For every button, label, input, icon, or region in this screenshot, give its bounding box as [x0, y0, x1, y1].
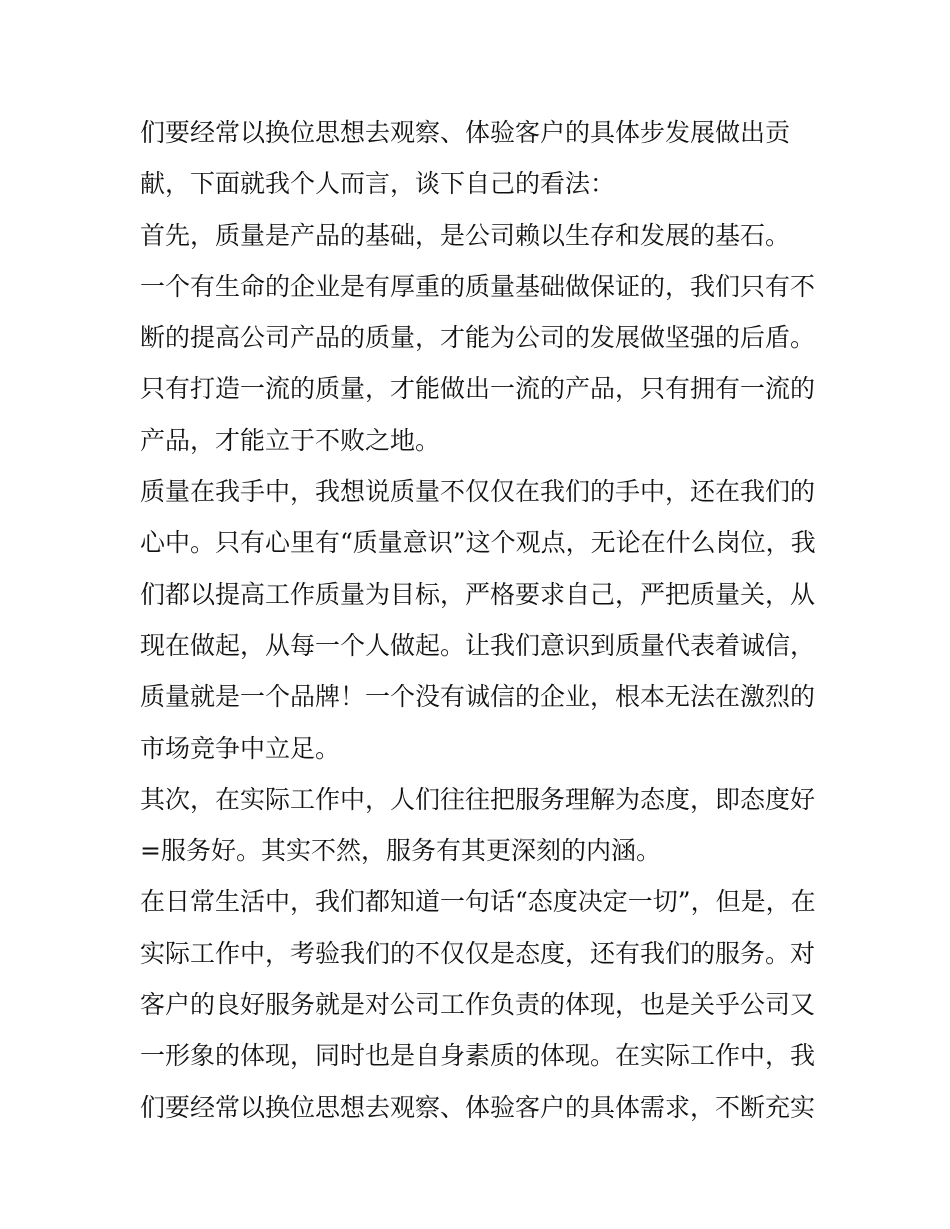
text-line: 心中。只有心里有“质量意识”这个观点，无论在什么岗位，我 — [140, 528, 816, 558]
text-line: 在日常生活中，我们都知道一句话“态度决定一切”，但是，在 — [140, 887, 816, 917]
text-line: 产品，才能立于不败之地。 — [140, 425, 441, 455]
text-line: 首先，质量是产品的基础，是公司赖以生存和发展的基石。 — [140, 220, 791, 250]
text-line: 实际工作中，考验我们的不仅仅是态度，还有我们的服务。对 — [140, 938, 816, 968]
text-line: 现在做起，从每一个人做起。让我们意识到质量代表着诚信， — [140, 630, 816, 660]
text-line: 客户的良好服务就是对公司工作负责的体现，也是关乎公司又 — [140, 990, 816, 1020]
text-line: =服务好。其实不然，服务有其更深刻的内涵。 — [140, 836, 661, 866]
body-text — [140, 107, 820, 1133]
text-line: 们要经常以换位思想去观察、体验客户的具体步发展做出贡 — [140, 118, 791, 147]
text-line: 们都以提高工作质量为目标，严格要求自己，严把质量关，从 — [140, 579, 816, 609]
text-line: 一形象的体现，同时也是自身素质的体现。在实际工作中，我 — [140, 1041, 816, 1071]
text-line: 其次，在实际工作中，人们往往把服务理解为态度，即态度好 — [140, 784, 816, 814]
text-line: 们要经常以换位思想去观察、体验客户的具体需求，不断充实 — [140, 1092, 816, 1122]
text-line: 质量就是一个品牌！一个没有诚信的企业，根本无法在激烈的 — [140, 682, 816, 712]
text-line: 献，下面就我个人而言，谈下自己的看法： — [140, 169, 616, 199]
text-line: 质量在我手中，我想说质量不仅仅在我们的手中，还在我们的 — [140, 477, 816, 507]
text-line: 只有打造一流的质量，才能做出一流的产品，只有拥有一流的 — [140, 374, 816, 404]
text-line: 断的提高公司产品的质量，才能为公司的发展做坚强的后盾。 — [140, 323, 816, 353]
text-line: 市场竞争中立足。 — [140, 733, 341, 763]
text-line: 一个有生命的企业是有厚重的质量基础做保证的，我们只有不 — [140, 271, 816, 301]
